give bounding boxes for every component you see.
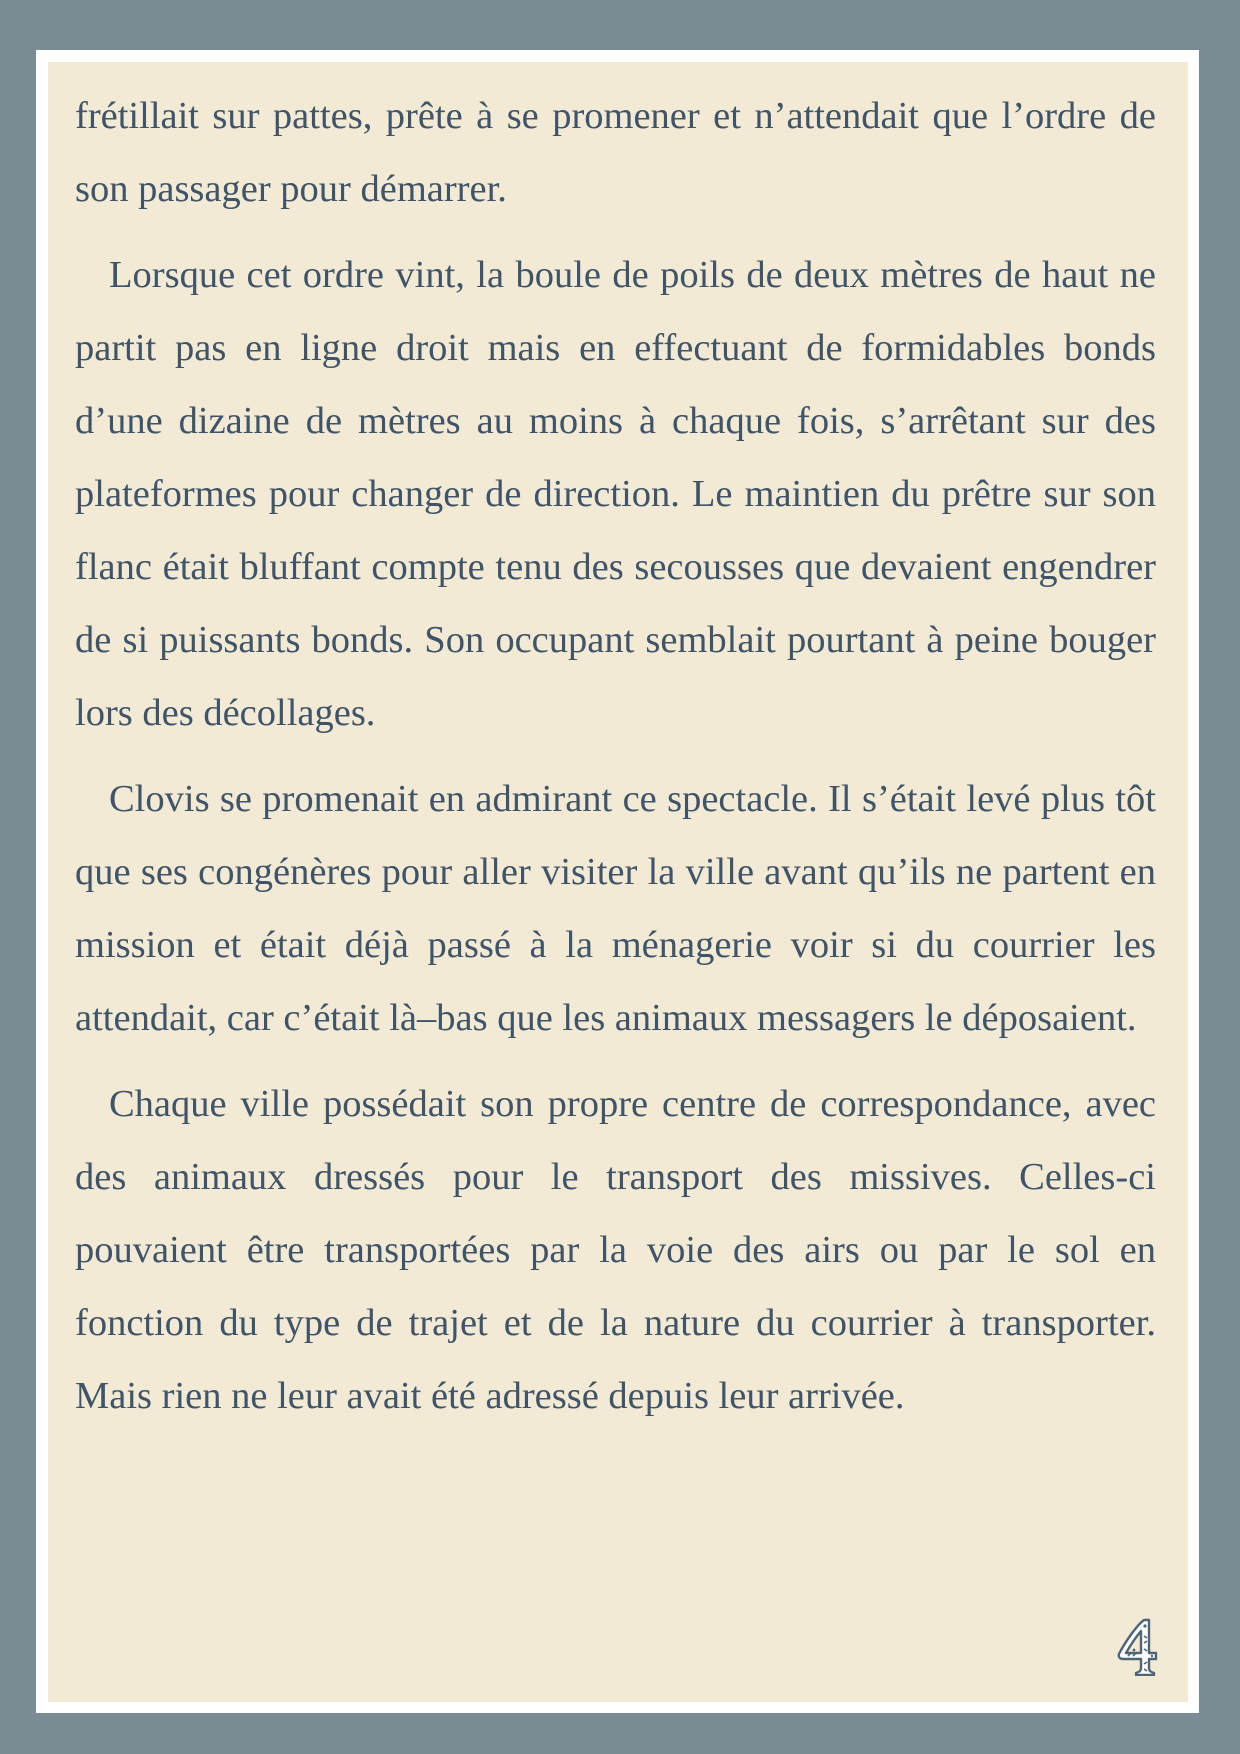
page-number	[1114, 1676, 1115, 1677]
book-page	[48, 62, 1188, 1702]
paragraph-1: frétillait sur pattes, prête à se promener et n’attendait que l’ordre de son passager pour démarrer.	[75, 95, 1156, 210]
paragraph-4: Chaque ville possédait son propre centre de correspondance, avec des animaux dressés pour le transport des missives. Celles-ci pouvaient être transportées par la voie des airs ou par le sol en fonction du type de trajet et de la nature du courrier à transporter. Mais rien ne leur avait été adressé depuis leur arrivée.	[75, 1083, 1156, 1417]
paragraph-3: Clovis se promenait en admirant ce spectacle. Il s’était levé plus tôt que ses congénères pour aller visiter la ville avant qu’ils ne partent en mission et était déjà passé à la ménagerie voir si du courrier les attendait, car c’était là–bas que les animaux messagers le déposaient.	[75, 778, 1156, 1039]
paragraph-2: Lorsque cet ordre vint, la boule de poils de deux mètres de haut ne partit pas en ligne droit mais en effectuant de formidables bonds d’une dizaine de mètres au moins à chaque fois, s’arrêtant sur des plateformes pour changer de direction. Le maintien du prêtre sur son flanc était bluffant compte tenu des secousses que devaient engendrer de si puissants bonds. Son occupant semblait pourtant à peine bouger lors des décollages.	[75, 254, 1156, 734]
page-number-ornament-icon	[1114, 1616, 1162, 1676]
page-number-badge	[1114, 1616, 1162, 1676]
